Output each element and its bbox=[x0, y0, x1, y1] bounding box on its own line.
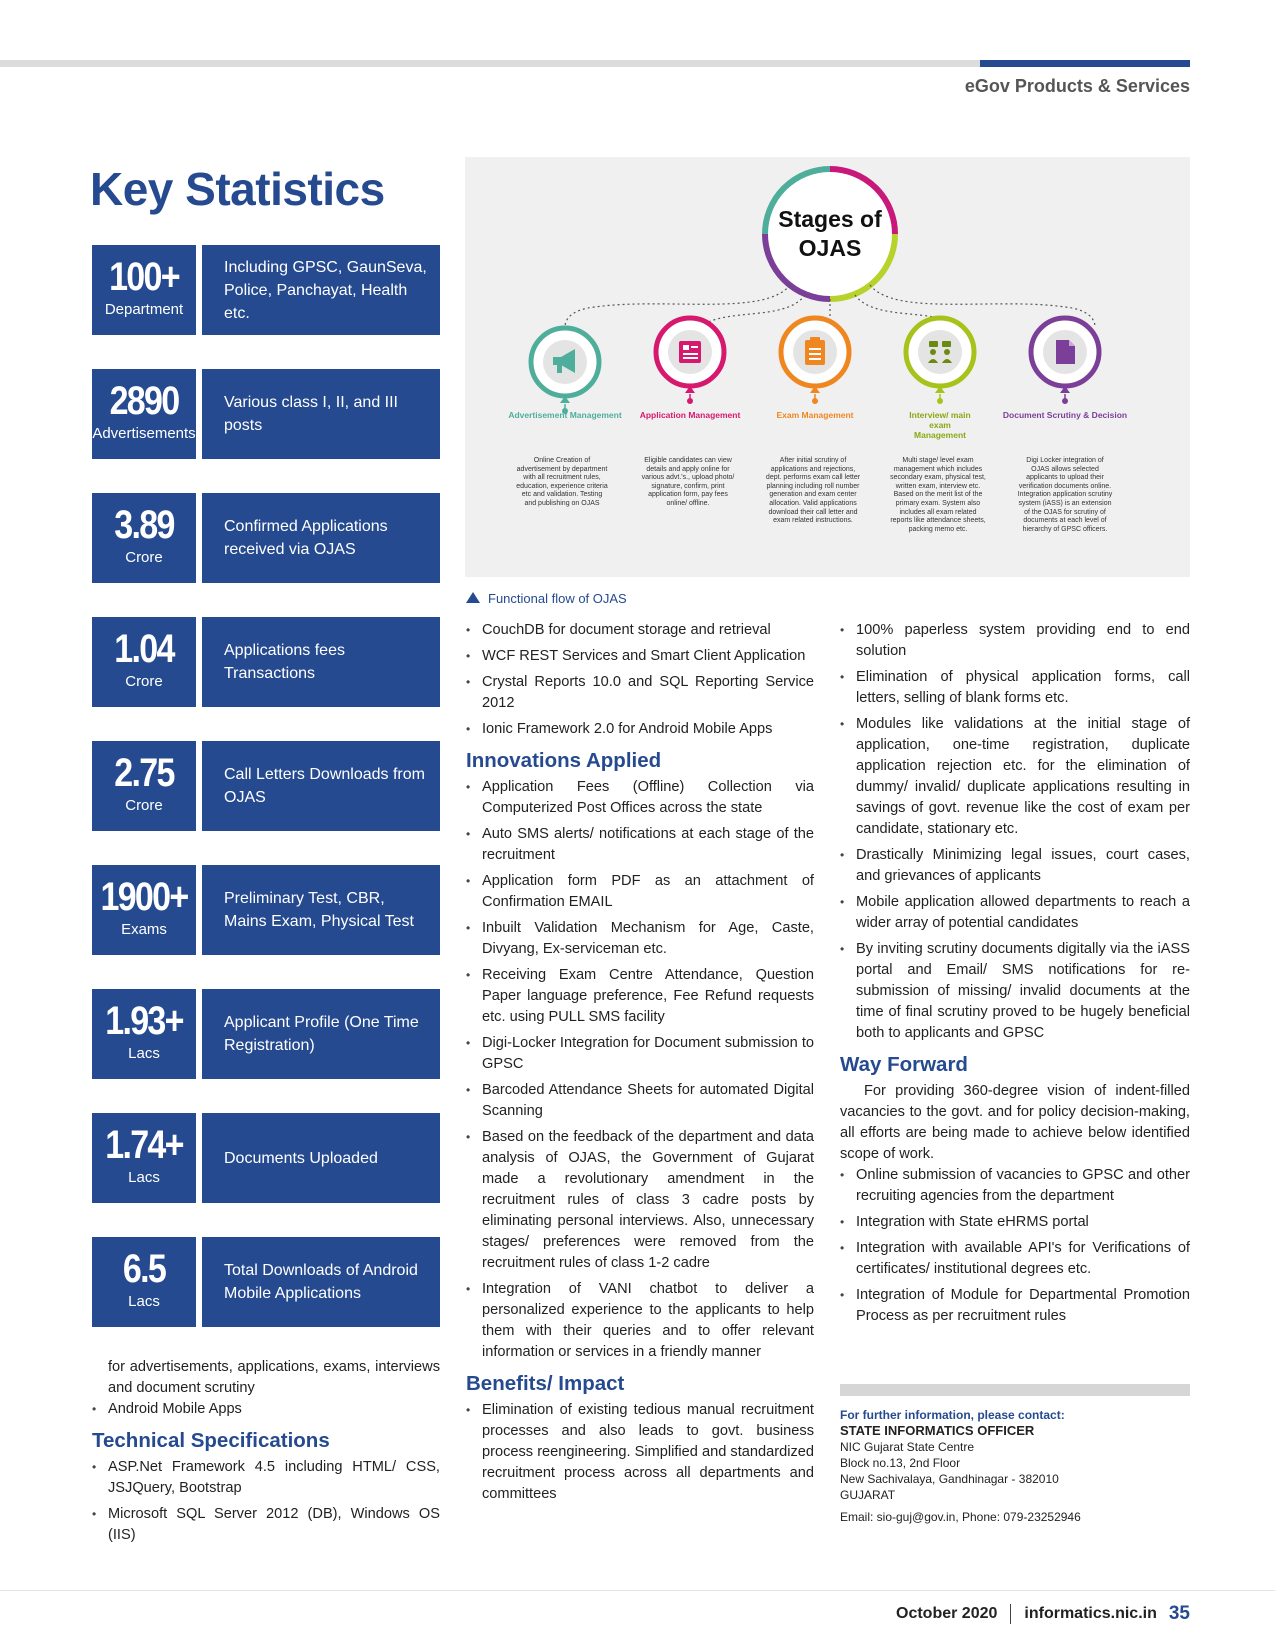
list-item: • Digi-Locker Integration for Document submission to GPSC bbox=[466, 1033, 814, 1075]
list-item: • Elimination of physical application forms, call letters, selling of blank forms etc. bbox=[840, 667, 1190, 709]
list-item: • By inviting scrutiny documents digitally via the iASS portal and Email/ SMS notifications for re-submission of missing/ invalid documents at the time of final scrutiny proved to be hugely beneficial both to applicants and GPSC bbox=[840, 939, 1190, 1044]
list-item: • Mobile application allowed departments to reach a wider array of potential candidates bbox=[840, 892, 1190, 934]
stat-card bbox=[92, 989, 440, 1079]
list-item: • Ionic Framework 2.0 for Android Mobile Apps bbox=[466, 719, 814, 740]
contact-divider bbox=[840, 1384, 1190, 1396]
stat-value: 100+ bbox=[109, 255, 179, 299]
list-item: • Elimination of existing tedious manual recruitment processes and also leads to govt. business process reengineering. Simplified and standardized recruitment process across all departments and committees bbox=[466, 1400, 814, 1505]
stat-description bbox=[202, 1237, 440, 1327]
stat-card bbox=[92, 865, 440, 955]
clipboard-icon bbox=[805, 337, 825, 365]
list-item: • Auto SMS alerts/ notifications at each stage of the recruitment bbox=[466, 824, 814, 866]
stat-description-text: Applicant Profile (One Time Registration) bbox=[224, 1014, 419, 1054]
stat-description bbox=[202, 741, 440, 831]
tech-specs-list-continued bbox=[466, 620, 814, 740]
stat-description-text: Total Downloads of Android Mobile Applications bbox=[224, 1262, 418, 1302]
stat-value: 1.93+ bbox=[105, 999, 183, 1043]
stage-description: Online Creation of advertisement by department with all recruitment rules, education, experience criteria etc and validation. Testing and publishing on OJAS bbox=[516, 457, 608, 507]
stat-unit: Lacs bbox=[128, 1293, 160, 1310]
list-item: • CouchDB for document storage and retrieval bbox=[466, 620, 814, 641]
stat-card bbox=[92, 493, 440, 583]
list-item: • Application Fees (Offline) Collection via Computerized Post Offices across the state bbox=[466, 777, 814, 819]
stage-description: Digi Locker integration of OJAS allows selected applicants to upload their verification documents online. Integration application scrutiny system (iASS) is an extension of the OJAS for scrutiny of documents at each level of hierarchy of GPSC officers. bbox=[1017, 457, 1113, 533]
stat-value: 1.74+ bbox=[105, 1123, 183, 1167]
column-left bbox=[92, 1357, 440, 1551]
diagram-center-title: Stages of OJAS bbox=[778, 206, 882, 261]
stat-card bbox=[92, 1113, 440, 1203]
stat-value: 1.04 bbox=[114, 627, 174, 671]
contact-address-line: New Sachivalaya, Gandhinagar - 382010 bbox=[840, 1472, 1059, 1486]
contact-heading: For further information, please contact: bbox=[840, 1408, 1065, 1422]
stat-description bbox=[202, 865, 440, 955]
stat-description-text: Call Letters Downloads from OJAS bbox=[224, 766, 425, 806]
column-middle bbox=[466, 620, 814, 1510]
stat-unit: Crore bbox=[125, 673, 163, 690]
stat-description bbox=[202, 1113, 440, 1203]
way-forward-heading: Way Forward bbox=[840, 1053, 968, 1076]
top-rule-accent bbox=[980, 60, 1190, 67]
list-item: • Barcoded Attendance Sheets for automated Digital Scanning bbox=[466, 1080, 814, 1122]
stat-description bbox=[202, 617, 440, 707]
way-forward-intro: For providing 360-degree vision of indent-filled vacancies to the govt. and for policy decision-making, all efforts are being made to achieve below identified scope of work. bbox=[840, 1083, 1190, 1162]
stat-number-box bbox=[92, 245, 196, 335]
list-item: • WCF REST Services and Smart Client Application bbox=[466, 646, 814, 667]
stat-unit: Department bbox=[104, 301, 184, 318]
ojas-stages-diagram bbox=[465, 157, 1190, 577]
footer-rule bbox=[0, 1590, 1275, 1591]
stage-title: Exam Management bbox=[776, 410, 854, 420]
stage-pin-application bbox=[656, 318, 724, 404]
stat-unit: Crore bbox=[125, 549, 163, 566]
contact-office: STATE INFORMATICS OFFICER bbox=[840, 1423, 1035, 1438]
stat-number-box bbox=[92, 1113, 196, 1203]
stage-title: Document Scrutiny & Decision bbox=[1002, 410, 1128, 420]
stat-description bbox=[202, 369, 440, 459]
stat-description-text: Applications fees Transactions bbox=[224, 642, 345, 682]
list-item: • Based on the feedback of the department and data analysis of OJAS, the Government of Gujarat made a revolutionary amendment in the recruitment rules of class 3 cadre posts by eliminating personal interviews. Also, unnecessary stages/ preferences were removed from the recruitment rules of class 1-2 cadre bbox=[466, 1127, 814, 1274]
list-item: • Inbuilt Validation Mechanism for Age, Caste, Divyang, Ex-serviceman etc. bbox=[466, 918, 814, 960]
list-item: • Receiving Exam Centre Attendance, Question Paper language preference, Fee Refund requests etc. using PULL SMS facility bbox=[466, 965, 814, 1028]
stat-description bbox=[202, 989, 440, 1079]
list-item: • 100% paperless system providing end to end solution bbox=[840, 620, 1190, 662]
way-forward-list bbox=[840, 1165, 1190, 1327]
page-number: 35 bbox=[1168, 1603, 1190, 1624]
stage-pin-advertisement bbox=[531, 328, 599, 414]
stat-description-text: Preliminary Test, CBR, Mains Exam, Physical Test bbox=[224, 890, 414, 930]
list-item: • Crystal Reports 10.0 and SQL Reporting Service 2012 bbox=[466, 672, 814, 714]
stage-description: After initial scrutiny of applications and rejections, dept. performs exam call letter planning including roll number generation and exam center allocation. Valid applications download their call letter and exam related instructions. bbox=[765, 457, 861, 525]
list-item: • Drastically Minimizing legal issues, court cases, and grievances of applicants bbox=[840, 845, 1190, 887]
list-item: • Application form PDF as an attachment of Confirmation EMAIL bbox=[466, 871, 814, 913]
section-label: eGov Products & Services bbox=[964, 76, 1190, 96]
stat-description bbox=[202, 245, 440, 335]
stat-number-box bbox=[92, 865, 196, 955]
stat-value: 2890 bbox=[109, 379, 179, 423]
list-item: • Integration with available API's for Verifications of certificates/ institutional degrees etc. bbox=[840, 1238, 1190, 1280]
caption-text: Functional flow of OJAS bbox=[488, 591, 627, 606]
page-footer bbox=[896, 1603, 1190, 1625]
stage-title: Advertisement Management bbox=[508, 410, 622, 420]
stage-pin-document bbox=[1031, 318, 1099, 404]
page-title: Key Statistics bbox=[90, 163, 385, 215]
stat-description-text: Documents Uploaded bbox=[224, 1149, 378, 1167]
footer-site: informatics.nic.in bbox=[1024, 1605, 1157, 1622]
list-item: • ASP.Net Framework 4.5 including HTML/ CSS, JSJQuery, Bootstrap bbox=[92, 1457, 440, 1499]
list-item: • Integration with State eHRMS portal bbox=[840, 1212, 1190, 1233]
footer-date: October 2020 bbox=[896, 1605, 998, 1622]
stat-card bbox=[92, 617, 440, 707]
stat-value: 1900+ bbox=[100, 875, 188, 919]
list-item: • Online submission of vacancies to GPSC and other recruiting agencies from the department bbox=[840, 1165, 1190, 1207]
stat-unit: Exams bbox=[121, 921, 167, 938]
stage-description: Eligible candidates can view details and apply online for various advt.'s., upload photo/ signature, confirm, print application form, pay fees online/ offline. bbox=[641, 457, 735, 507]
stat-card bbox=[92, 1237, 440, 1327]
list-item: • Microsoft SQL Server 2012 (DB), Windows OS (IIS) bbox=[92, 1504, 440, 1546]
stat-value: 6.5 bbox=[122, 1247, 166, 1291]
contact-address-line: Block no.13, 2nd Floor bbox=[840, 1456, 961, 1470]
list-item: • Android Mobile Apps bbox=[92, 1399, 440, 1420]
stat-number-box bbox=[92, 741, 196, 831]
contact-block bbox=[840, 1407, 1190, 1525]
list-item: • Modules like validations at the initial stage of application, one-time registration, duplicate application rejection etc. for the elimination of dummy/ invalid/ duplicate applications resulting in savings of govt. revenue like the cost of exam per candidate, stationary etc. bbox=[840, 714, 1190, 840]
stat-unit: Lacs bbox=[128, 1045, 160, 1062]
stat-description bbox=[202, 493, 440, 583]
form-icon bbox=[679, 341, 701, 363]
contact-email: Email: sio-guj@gov.in, Phone: 079-23252946 bbox=[840, 1510, 1081, 1524]
stat-number-box bbox=[92, 1237, 196, 1327]
tech-specs-heading: Technical Specifications bbox=[92, 1429, 330, 1452]
stage-title: Application Management bbox=[639, 410, 741, 420]
stat-unit: Crore bbox=[125, 797, 163, 814]
stat-number-box bbox=[92, 989, 196, 1079]
stat-number-box bbox=[92, 369, 196, 459]
stat-number-box bbox=[92, 493, 196, 583]
list-item: • Integration of Module for Departmental Promotion Process as per recruitment rules bbox=[840, 1285, 1190, 1327]
column-right bbox=[840, 620, 1190, 1332]
innovations-list bbox=[466, 777, 814, 1363]
stat-value: 3.89 bbox=[114, 503, 174, 547]
tech-specs-list bbox=[92, 1457, 440, 1546]
stat-number-box bbox=[92, 617, 196, 707]
stage-description: Multi stage/ level exam management which includes secondary exam, physical test, written exam, interview etc. Based on the merit list of the primary exam. System also includes all exam related reports like attendance sheets, packing memo etc. bbox=[890, 457, 986, 533]
triangle-icon bbox=[466, 592, 480, 603]
tech-list-continued bbox=[92, 1399, 440, 1420]
stat-card bbox=[92, 741, 440, 831]
stat-value: 2.75 bbox=[114, 751, 174, 795]
contact-address-line: GUJARAT bbox=[840, 1488, 896, 1502]
stage-title: Interview/ main exam Management bbox=[909, 410, 971, 440]
top-rule bbox=[0, 60, 980, 67]
stat-card bbox=[92, 369, 440, 459]
stage-pin-exam bbox=[781, 318, 849, 404]
diagram-caption bbox=[466, 591, 627, 606]
stat-description-text: Various class I, II, and III posts bbox=[224, 394, 398, 434]
stat-description-text: Including GPSC, GaunSeva, Police, Panchayat, Health etc. bbox=[224, 258, 427, 322]
benefits-heading: Benefits/ Impact bbox=[466, 1372, 625, 1395]
continuation-text: for advertisements, applications, exams, interviews and document scrutiny bbox=[108, 1359, 440, 1396]
stat-description-text: Confirmed Applications received via OJAS bbox=[224, 518, 388, 558]
list-item: • Integration of VANI chatbot to deliver a personalized experience to the applicants to help them with their queries and to offer relevant information or services in a friendly manner bbox=[466, 1279, 814, 1363]
innovations-heading: Innovations Applied bbox=[466, 749, 662, 772]
benefits-list-continued bbox=[840, 620, 1190, 1044]
footer-separator bbox=[1010, 1604, 1011, 1624]
stat-unit: Lacs bbox=[128, 1169, 160, 1186]
document-icon bbox=[1056, 340, 1075, 364]
benefits-list bbox=[466, 1400, 814, 1505]
stat-card bbox=[92, 245, 440, 335]
stage-pin-interview bbox=[906, 318, 974, 404]
stat-unit: Advertisements bbox=[92, 425, 196, 442]
contact-address-line: NIC Gujarat State Centre bbox=[840, 1440, 975, 1454]
